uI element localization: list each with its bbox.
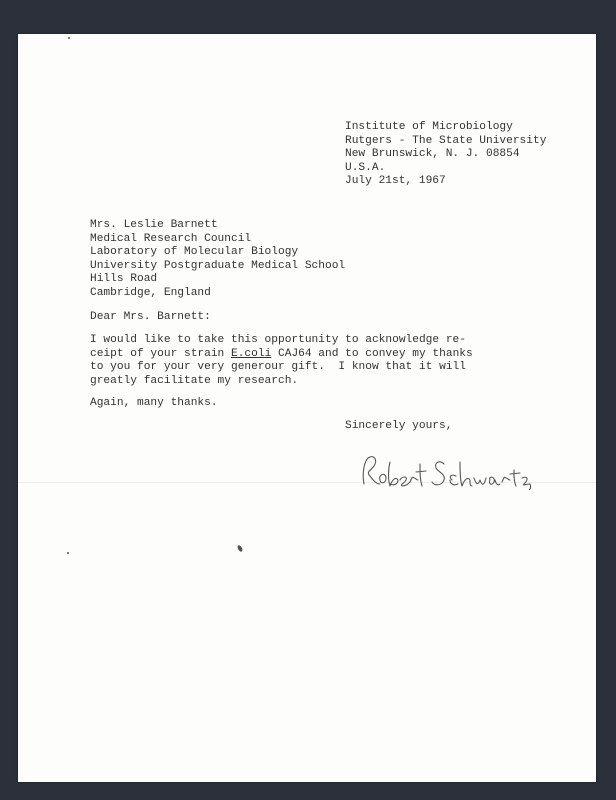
- sender-line: U.S.A.: [345, 161, 386, 174]
- body-paragraph: [90, 334, 473, 388]
- signoff: Sincerely yours,: [345, 420, 453, 432]
- recipient-line: Laboratory of Molecular Biology: [90, 246, 299, 259]
- recipient-line: Mrs. Leslie Barnett: [90, 219, 218, 231]
- recipient-address: [90, 219, 345, 301]
- handwritten-signature: [340, 440, 540, 490]
- scan-speck: [68, 37, 70, 39]
- recipient-line: Medical Research Council: [90, 232, 252, 245]
- underlined-species-name: E.coli: [231, 347, 272, 360]
- sender-line: Rutgers - The State University: [345, 134, 547, 147]
- recipient-line: Hills Road: [90, 273, 158, 286]
- body-line: I would like to take this opportunity to acknowledge re-: [90, 334, 466, 346]
- salutation: Dear Mrs. Barnett:: [90, 311, 211, 323]
- closing-line: Again, many thanks.: [90, 397, 218, 409]
- scan-speck: [67, 552, 69, 554]
- letter-date: July 21st, 1967: [345, 175, 446, 188]
- body-line: greatly facilitate my research.: [90, 374, 299, 387]
- sender-line: Institute of Microbiology: [345, 121, 513, 133]
- body-line: [90, 348, 473, 362]
- body-line: to you for your very generour gift. I know that it will: [90, 361, 466, 374]
- recipient-line: University Postgraduate Medical School: [90, 259, 346, 272]
- sender-address: [345, 121, 546, 189]
- body-text: CAJ64 and to convey my thanks: [271, 347, 473, 360]
- sender-line: New Brunswick, N. J. 08854: [345, 148, 520, 161]
- recipient-line: Cambridge, England: [90, 286, 211, 299]
- body-text: ceipt of your strain: [90, 347, 231, 360]
